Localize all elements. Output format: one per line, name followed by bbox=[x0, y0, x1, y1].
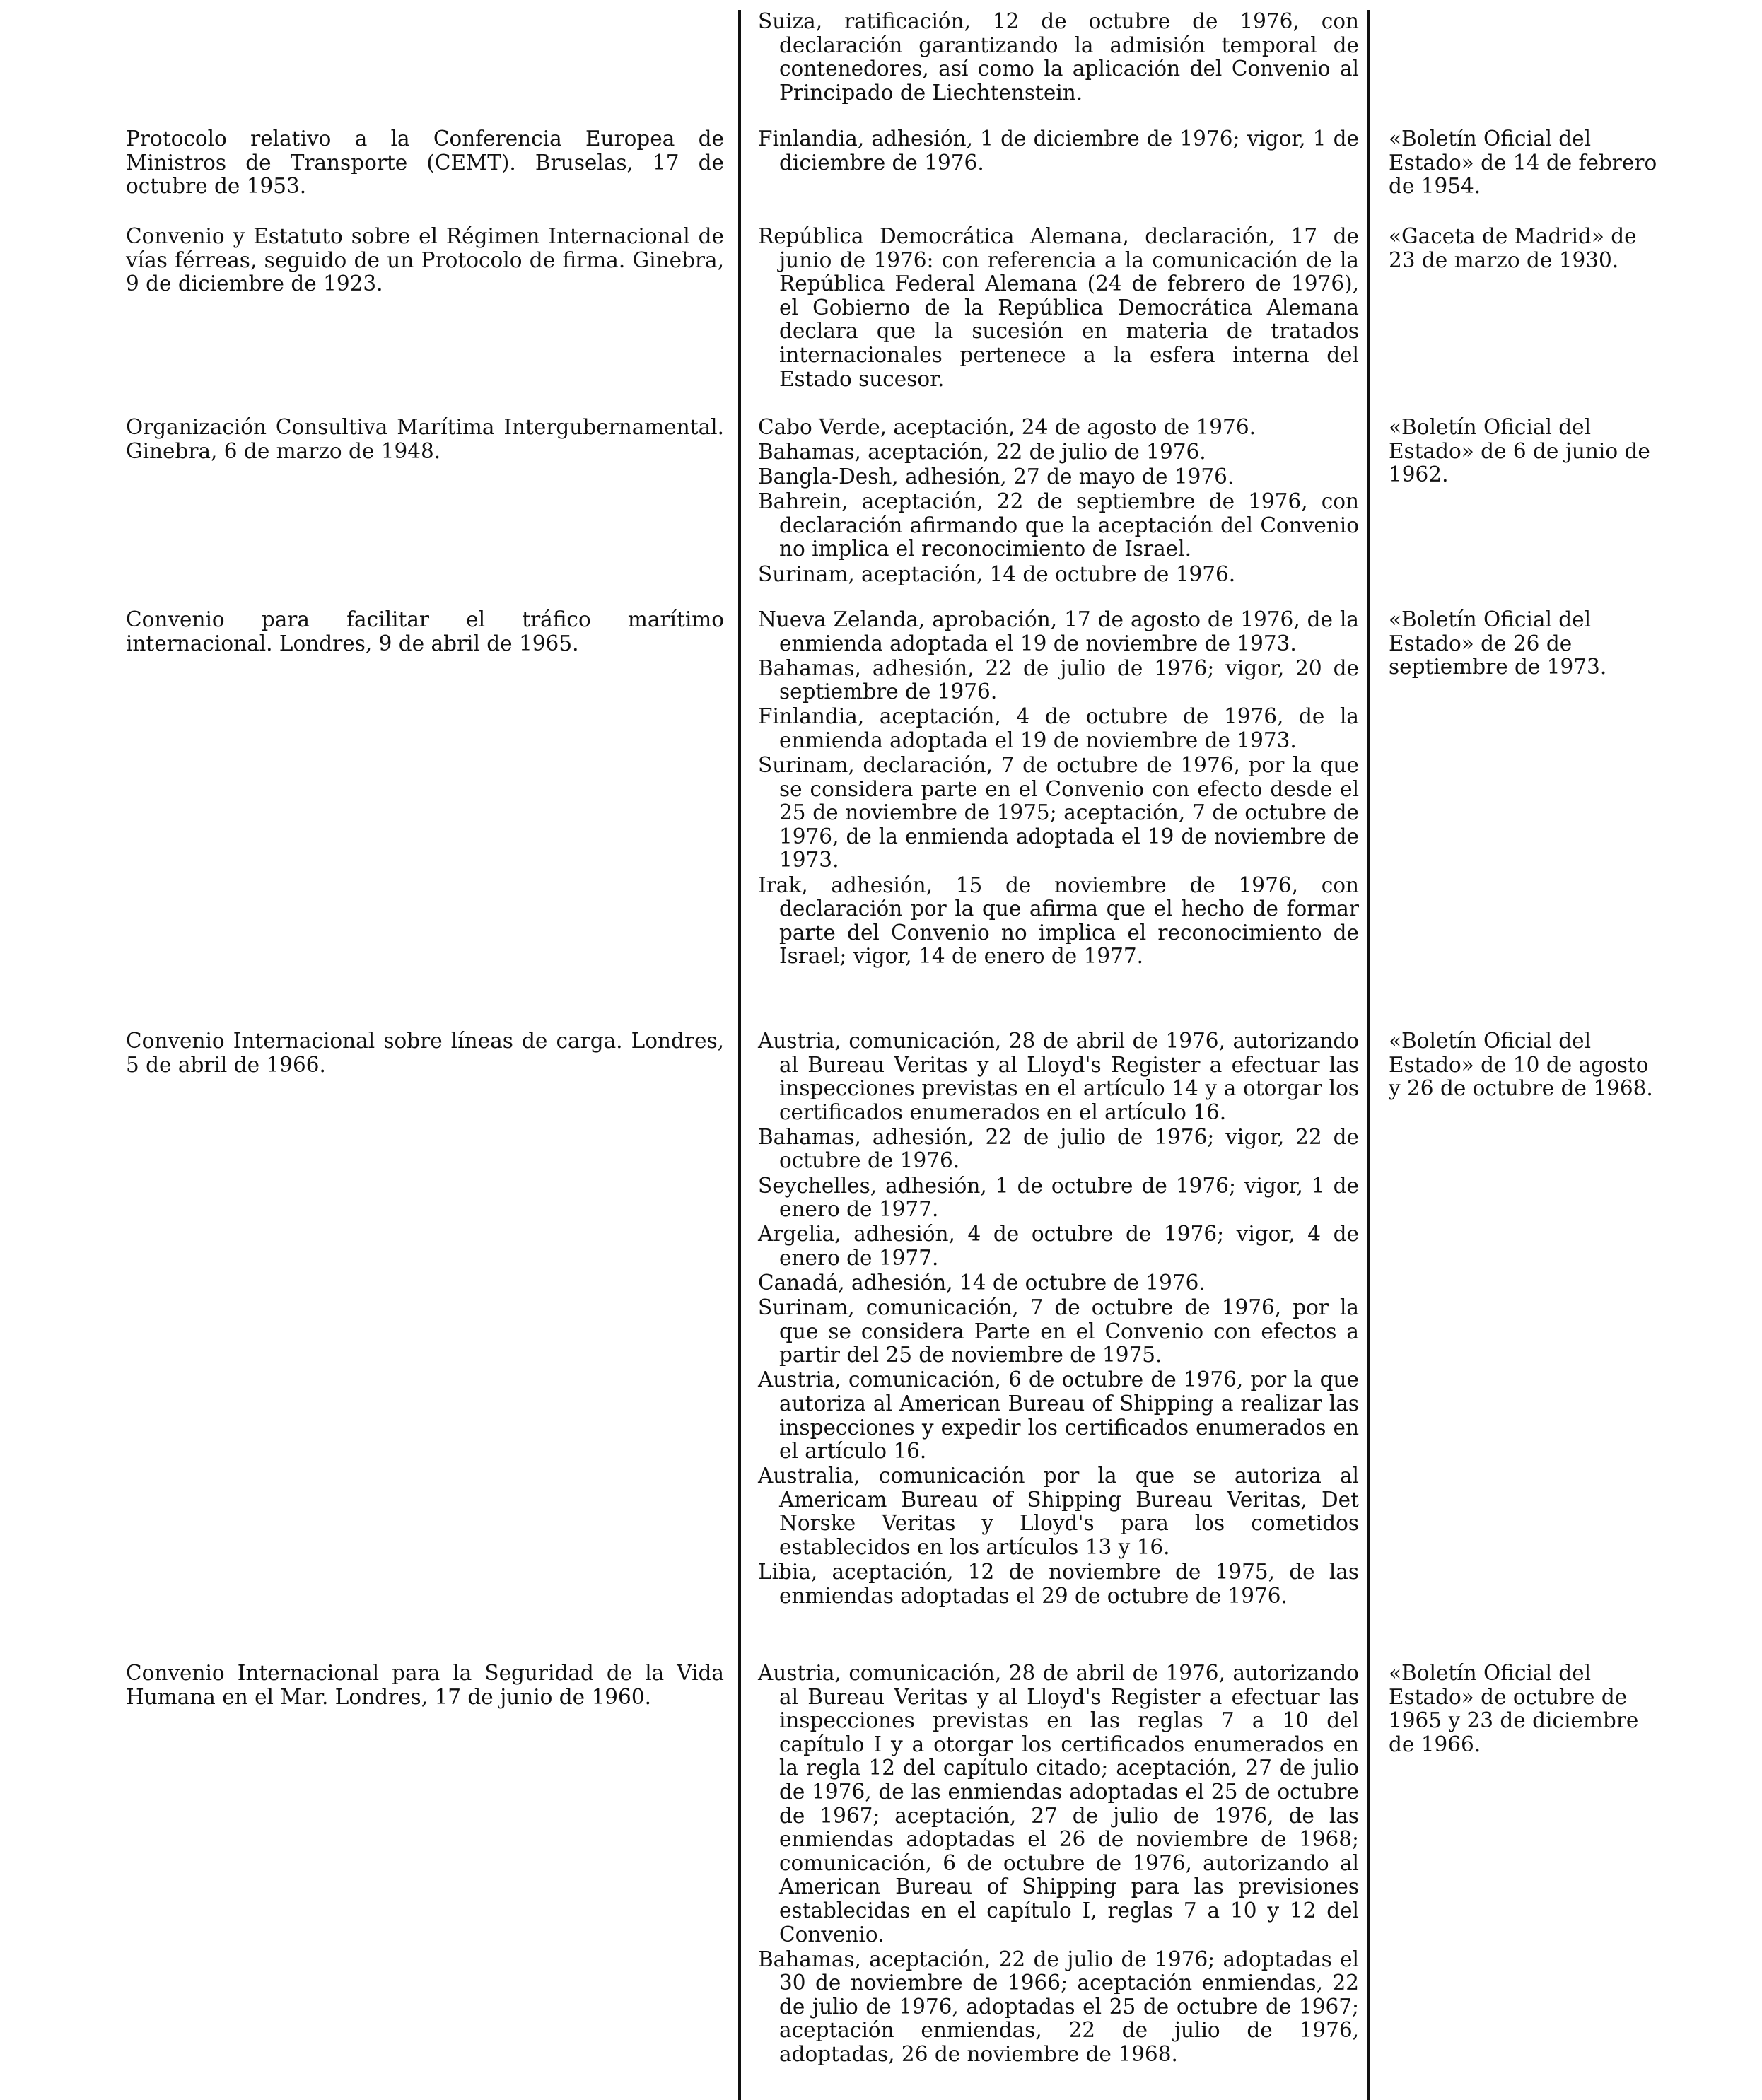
action-entry: Argelia, adhesión, 4 de octubre de 1976; vigor, 4 de enero de 1977. bbox=[758, 1222, 1359, 1270]
action-entry: Surinam, comunicación, 7 de octubre de 1976, por la que se considera Parte en el Convenio con efectos a partir del 25 de noviembre de 1975. bbox=[758, 1295, 1359, 1367]
action-entry: Bahamas, adhesión, 22 de julio de 1976; vigor, 20 de septiembre de 1976. bbox=[758, 655, 1359, 704]
action-entry: Austria, comunicación, 28 de abril de 1976, autorizando al Bureau Veritas y al Lloyd's Register a efectuar las inspecciones previstas en el artículo 14 y a otorgar los certificados enumerados en el artículo 16. bbox=[758, 1029, 1359, 1124]
treaty-title: Protocolo relativo a la Conferencia Europea de Ministros de Transporte (CEMT). Bruselas, 17 de octubre de 1953. bbox=[126, 127, 724, 199]
action-entry: Surinam, aceptación, 14 de octubre de 1976. bbox=[758, 561, 1236, 586]
action-entry: Surinam, declaración, 7 de octubre de 1976, por la que se considera parte en el Convenio con efecto desde el 25 de noviembre de 1975; aceptación, 7 de octubre de 1976, de la enmienda adoptada el 19 de noviembre de 1973. bbox=[758, 753, 1359, 873]
action-entry: Austria, comunicación, 6 de octubre de 1976, por la que autoriza al American Bureau of Shipping a realizar las inspecciones y expedir los certificados enumerados en el artículo 16. bbox=[758, 1367, 1359, 1464]
action-entry: Suiza, ratificación, 12 de octubre de 1976, con declaración garantizando la admisión temporal de contenedores, así como la aplicación del Convenio al Principado de Liechtenstein. bbox=[758, 9, 1359, 105]
action-entry: Finlandia, adhesión, 1 de diciembre de 1976; vigor, 1 de diciembre de 1976. bbox=[758, 127, 1359, 175]
actions-cell bbox=[758, 225, 1359, 392]
column-divider-left bbox=[738, 10, 741, 2100]
actions-cell bbox=[758, 1662, 1359, 2067]
reference-cell: «Boletín Oficial del Estado» de 10 de agosto y 26 de octubre de 1968. bbox=[1389, 1029, 1653, 1101]
action-entry: Nueva Zelanda, aprobación, 17 de agosto de 1976, de la enmienda adoptada el 19 de noviembre de 1973. bbox=[758, 607, 1359, 655]
action-entry: Bahamas, aceptación, 22 de julio de 1976. bbox=[758, 440, 1206, 465]
reference-cell: «Boletín Oficial del Estado» de 14 de febrero de 1954. bbox=[1389, 127, 1657, 199]
action-entry: Bahamas, aceptación, 22 de julio de 1976; adoptadas el 30 de noviembre de 1966; aceptación enmiendas, 22 de julio de 1976, adoptadas el 25 de octubre de 1967; aceptación enmiendas, 22 de julio de 1976, adoptadas, 26 de noviembre de 1968. bbox=[758, 1947, 1359, 2066]
action-entry: República Democrática Alemana, declaración, 17 de junio de 1976: con referencia a la comunicación de la República Federal Alemana (24 de febrero de 1976), el Gobierno de la República Democrática Alemana declara que la sucesión en materia de tratados internacionales pertenece a la esfera interna del Estado sucesor. bbox=[758, 224, 1359, 391]
treaty-title: Convenio Internacional para la Seguridad de la Vida Humana en el Mar. Londres, 17 de junio de 1960. bbox=[126, 1661, 724, 1709]
actions-cell bbox=[758, 10, 1359, 106]
action-entry: Libia, aceptación, 12 de noviembre de 1975, de las enmiendas adoptadas el 29 de octubre de 1976. bbox=[758, 1560, 1359, 1608]
actions-cell bbox=[758, 608, 1359, 969]
reference-cell: «Gaceta de Madrid» de 23 de marzo de 1930. bbox=[1389, 224, 1637, 272]
actions-cell bbox=[758, 416, 1359, 588]
actions-cell bbox=[758, 1029, 1359, 1609]
treaty-title: Organización Consultiva Marítima Intergubernamental. Ginebra, 6 de marzo de 1948. bbox=[126, 415, 724, 463]
action-entry: Bahamas, adhesión, 22 de julio de 1976; vigor, 22 de octubre de 1976. bbox=[758, 1124, 1359, 1173]
action-entry: Cabo Verde, aceptación, 24 de agosto de 1976. bbox=[758, 415, 1256, 439]
column-divider-right bbox=[1367, 10, 1370, 2100]
action-entry: Bahrein, aceptación, 22 de septiembre de 1976, con declaración afirmando que la aceptación del Convenio no implica el reconocimiento de Israel. bbox=[758, 489, 1359, 561]
action-entry: Irak, adhesión, 15 de noviembre de 1976, con declaración por la que afirma que el hecho de formar parte del Convenio no implica el reconocimiento de Israel; vigor, 14 de enero de 1977. bbox=[758, 873, 1359, 969]
actions-cell bbox=[758, 127, 1359, 176]
action-entry: Australia, comunicación por la que se autoriza al Americam Bureau of Shipping Bureau Veritas, Det Norske Veritas y Lloyd's para los cometidos establecidos en los artículos 13 y 16. bbox=[758, 1464, 1359, 1559]
reference-cell: «Boletín Oficial del Estado» de octubre de 1965 y 23 de diciembre de 1966. bbox=[1389, 1661, 1639, 1756]
action-entry: Finlandia, aceptación, 4 de octubre de 1976, de la enmienda adoptada el 19 de noviembre de 1973. bbox=[758, 704, 1359, 752]
action-entry: Bangla-Desh, adhesión, 27 de mayo de 1976. bbox=[758, 465, 1235, 489]
action-entry: Austria, comunicación, 28 de abril de 1976, autorizando al Bureau Veritas y al Lloyd's Register a efectuar las inspecciones previstas en las reglas 7 a 10 del capítulo I y a otorgar los certificados enumerados en la regla 12 del capítulo citado; aceptación, 27 de julio de 1976, de las enmiendas adoptadas el 25 de octubre de 1967; aceptación, 27 de julio de 1976, de las enmiendas adoptadas el 26 de noviembre de 1968; comunicación, 6 de octubre de 1976, autorizando al American Bureau of Shipping para las previsiones establecidas en el capítulo I, reglas 7 a 10 y 12 del Convenio. bbox=[758, 1661, 1359, 1947]
reference-cell: «Boletín Oficial del Estado» de 6 de junio de 1962. bbox=[1389, 415, 1650, 487]
reference-cell: «Boletín Oficial del Estado» de 26 de septiembre de 1973. bbox=[1389, 607, 1607, 679]
action-entry: Canadá, adhesión, 14 de octubre de 1976. bbox=[758, 1270, 1206, 1295]
treaty-title: Convenio para facilitar el tráfico marítimo internacional. Londres, 9 de abril de 1965. bbox=[126, 607, 724, 655]
action-entry: Seychelles, adhesión, 1 de octubre de 1976; vigor, 1 de enero de 1977. bbox=[758, 1173, 1359, 1222]
treaty-title: Convenio y Estatuto sobre el Régimen Internacional de vías férreas, seguido de un Protocolo de firma. Ginebra, 9 de diciembre de 1923. bbox=[126, 224, 724, 296]
treaty-title: Convenio Internacional sobre líneas de carga. Londres, 5 de abril de 1966. bbox=[126, 1029, 724, 1077]
